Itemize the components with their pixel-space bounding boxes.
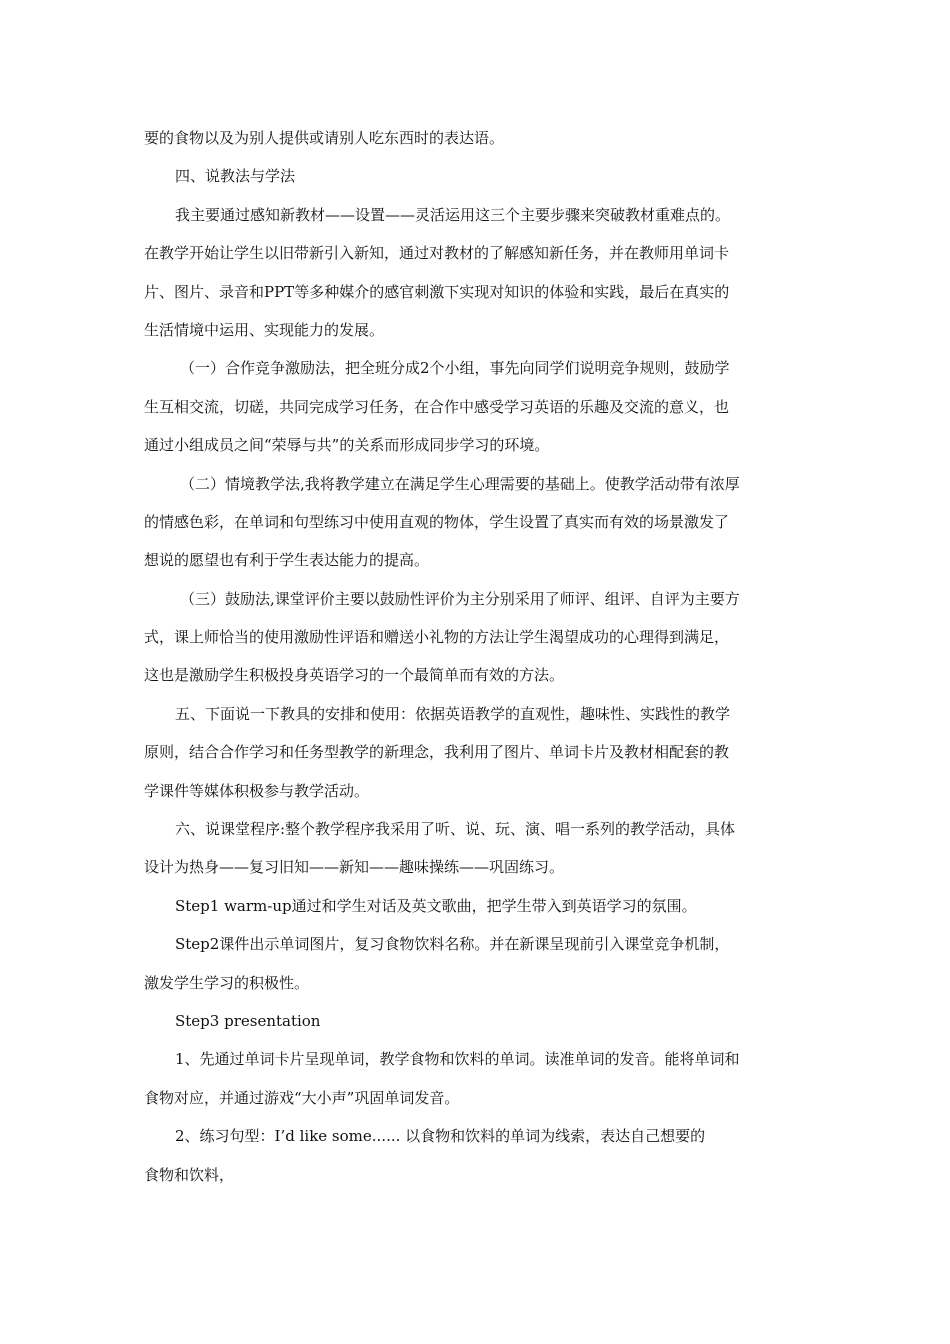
step-line: Step1 warm-up通过和学生对话及英文歌曲，把学生带入到英语学习的氛围。: [175, 896, 697, 915]
list-item: 2、练习句型：I’d like some...... 以食物和饮料的单词为线索，表达自己想要的: [175, 1127, 706, 1146]
text-line: 这也是激励学生积极投身英语学习的一个最简单而有效的方法。: [144, 666, 565, 685]
text-line: 激发学生学习的积极性。: [144, 973, 310, 992]
text-line: 我主要通过感知新教材——设置——灵活运用这三个主要步骤来突破教材重难点的。: [175, 205, 731, 224]
text-line: （三）鼓励法,课堂评价主要以鼓励性评价为主分别采用了师评、组评、自评为主要方: [180, 589, 740, 608]
text-line: （一）合作竞争激励法，把全班分成2个小组，事先向同学们说明竞争规则，鼓励学: [180, 359, 730, 378]
document-body: [144, 119, 808, 1194]
section-heading: 五、下面说一下教具的安排和使用：依据英语教学的直观性，趣味性、实践性的教学: [175, 704, 731, 723]
text-line: 通过小组成员之间“荣辱与共”的关系而形成同步学习的环境。: [144, 436, 550, 455]
text-line: （二）情境教学法,我将教学建立在满足学生心理需要的基础上。使教学活动带有浓厚: [180, 474, 740, 493]
text-line: 的情感色彩，在单词和句型练习中使用直观的物体，学生设置了真实而有效的场景激发了: [144, 512, 730, 531]
step-line: Step2课件出示单词图片，复习食物饮料名称。并在新课呈现前引入课堂竞争机制，: [175, 935, 730, 954]
text-line: 生活情境中运用、实现能力的发展。: [144, 320, 385, 339]
section-heading: 六、说课堂程序:整个教学程序我采用了听、说、玩、演、唱一系列的教学活动，具体: [175, 820, 736, 839]
text-line: 片、图片、录音和PPT等多种媒介的感官刺激下实现对知识的体验和实践，最后在真实的: [144, 282, 730, 301]
text-line: 食物和饮料，: [144, 1165, 235, 1184]
text-line: 食物对应，并通过游戏“大小声”巩固单词发音。: [144, 1088, 460, 1107]
section-heading: 四、说教法与学法: [175, 167, 296, 186]
text-line: 要的食物以及为别人提供或请别人吃东西时的表达语。: [144, 129, 505, 147]
text-line: 想说的愿望也有利于学生表达能力的提高。: [144, 551, 430, 570]
text-line: 生互相交流，切磋，共同完成学习任务，在合作中感受学习英语的乐趣及交流的意义，也: [144, 397, 730, 416]
step-line: Step3 presentation: [175, 1011, 321, 1030]
text-line: 在教学开始让学生以旧带新引入新知，通过对教材的了解感知新任务，并在教师用单词卡: [144, 244, 730, 263]
text-line: 式，课上师恰当的使用激励性评语和赠送小礼物的方法让学生渴望成功的心理得到满足，: [144, 628, 730, 647]
text-line: 原则，结合合作学习和任务型教学的新理念，我利用了图片、单词卡片及教材相配套的教: [144, 743, 730, 762]
text-line: 学课件等媒体积极参与教学活动。: [144, 781, 370, 800]
text-line: 设计为热身——复习旧知——新知——趣味操练——巩固练习。: [144, 858, 565, 877]
list-item: 1、先通过单词卡片呈现单词，教学食物和饮料的单词。读准单词的发音。能将单词和: [175, 1050, 740, 1069]
